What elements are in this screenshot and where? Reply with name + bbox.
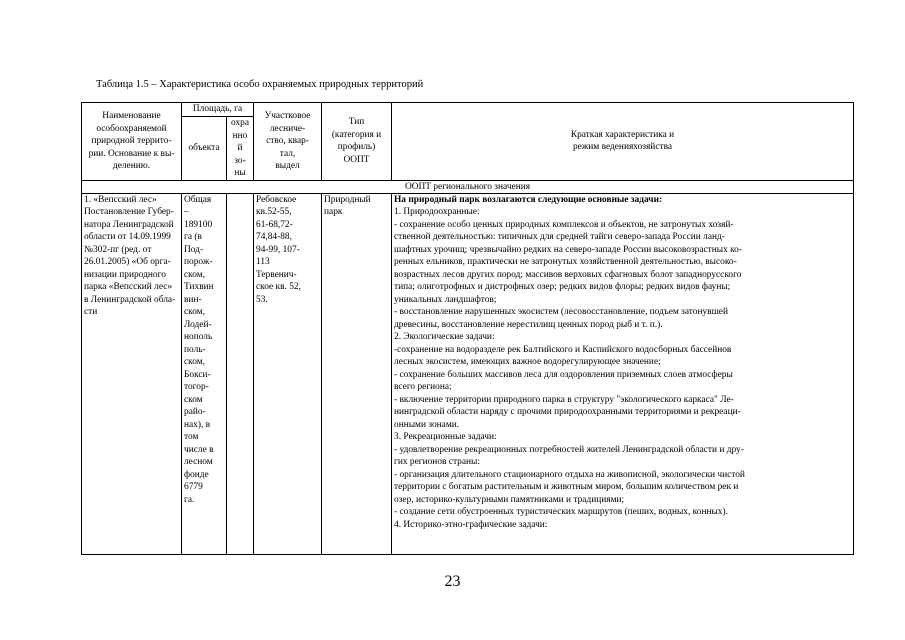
oopt-table xyxy=(81,102,854,555)
description-line: уникальных ландшафтов; xyxy=(394,294,497,305)
header-area-object: объекта xyxy=(182,117,227,181)
cell-area-object: Общая – 189100 га (в Под- порож- ском, Тихвин вин- ском, Лодей- нополь поль- ском, Бокси- тогор- ском райо- нах), в том числе в лесном фонде 6779 га. xyxy=(182,193,227,554)
description-line: древесины, восстановление нерестилищ ценных пород рыб и т. п.). xyxy=(394,319,663,330)
description-line: - включение территории природного парка в структуру "экологического каркаса" Ле- xyxy=(394,394,734,405)
header-description: Краткая характеристика и режим веденияхозяйства xyxy=(392,103,854,181)
section-title: ООПТ регионального значения xyxy=(82,180,854,193)
cell-name: 1. «Вепсский лес» Постановление Губер- натора Ленинградской области от 14.09.1999 №302-пг (ред. от 26.01.2005) «Об орга- низации природного парка «Вепсский лес» в Ленинградской обла- сти xyxy=(82,193,182,554)
description-line: - сохранение больших массивов леса для оздоровления приземных слоев атмосферы xyxy=(394,369,733,380)
page-number: 23 xyxy=(444,573,461,590)
description-line: - создание сети обустроенных туристических маршрутов (пеших, водных, конных). xyxy=(394,507,728,517)
header-area: Площадь, га xyxy=(182,103,254,117)
description-line: - сохранение особо ценных природных комплексов и объектов, не затронутых хозяй- xyxy=(394,219,734,230)
header-forestry: Участковое лесниче- ство, квар- тал, выдел xyxy=(254,103,322,181)
description-line: лесных экосистем, имеющих важное водорегулирующее значение; xyxy=(394,357,661,367)
description-line: онными зонами. xyxy=(394,419,460,430)
header-name: Наименование особоохраняемой природной террито- рии. Основание к вы- делению. xyxy=(82,103,182,181)
header-area-protected: охра нно й зо- ны xyxy=(227,117,254,181)
description-line: 3. Рекреационные задачи: xyxy=(394,432,497,442)
table-caption: Таблица 1.5 – Характеристика особо охраняемых природных территорий xyxy=(96,79,424,90)
description-line: ренных ельников, практически не затронутых хозяйственной деятельностью, высоко- xyxy=(394,257,737,267)
description-line: озер, историко-культурными памятниками и традициями; xyxy=(394,494,625,505)
description-line: - восстановление нарушенных экосистем (лесовосстановление, подъем затонувшей xyxy=(394,307,728,317)
description-line: На природный парк возлагаются следующие основные задачи: xyxy=(394,194,663,205)
cell-forestry: Ребовское кв.52-55, 61-68,72- 74,84-88, 94-99, 107- 113 Тервенич- ское кв. 52, 53. xyxy=(254,193,322,554)
description-line: - удовлетворение рекреационных потребностей жителей Ленинградской области и дру- xyxy=(394,444,744,455)
description-line: 4. Историко-этно-графические задачи: xyxy=(394,519,548,530)
cell-description xyxy=(392,193,854,554)
description-line: ственной деятельностью: типичных для средней тайги северо-запада России ланд- xyxy=(394,232,725,242)
description-line: типа; олиготрофных и дистрофных озер; редких видов флоры; редких видов фауны; xyxy=(394,282,731,292)
cell-type: Природный парк xyxy=(322,193,392,554)
description-line: территории с богатым растительным и животным миром, большим количеством рек и xyxy=(394,482,739,492)
description-line: всего региона; xyxy=(394,382,452,392)
description-line: возрастных лесов других пород; массивов верховых сфагновых болот западнорусского xyxy=(394,269,742,280)
description-line: 1. Природоохранные: xyxy=(394,207,480,217)
description-line: шафтных урочищ; чрезвычайно редких на северо-западе России высоковозрастных ко- xyxy=(394,244,742,255)
description-line: - организация длительного стационарного отдыха на живописной, экологически чистой xyxy=(394,469,745,480)
description-line: -сохранение на водоразделе рек Балтийского и Каспийского водосборных бассейнов xyxy=(394,344,732,355)
cell-area-protected xyxy=(227,193,254,554)
description-line: гих регионов страны: xyxy=(394,457,480,467)
description-line: 2. Экологические задачи: xyxy=(394,332,495,342)
header-type: Тип (категория и профиль) ООПТ xyxy=(322,103,392,181)
description-line: нинградской области наряду с прочими природоохранными территориями и рекреаци- xyxy=(394,407,741,417)
table-row xyxy=(82,193,854,554)
